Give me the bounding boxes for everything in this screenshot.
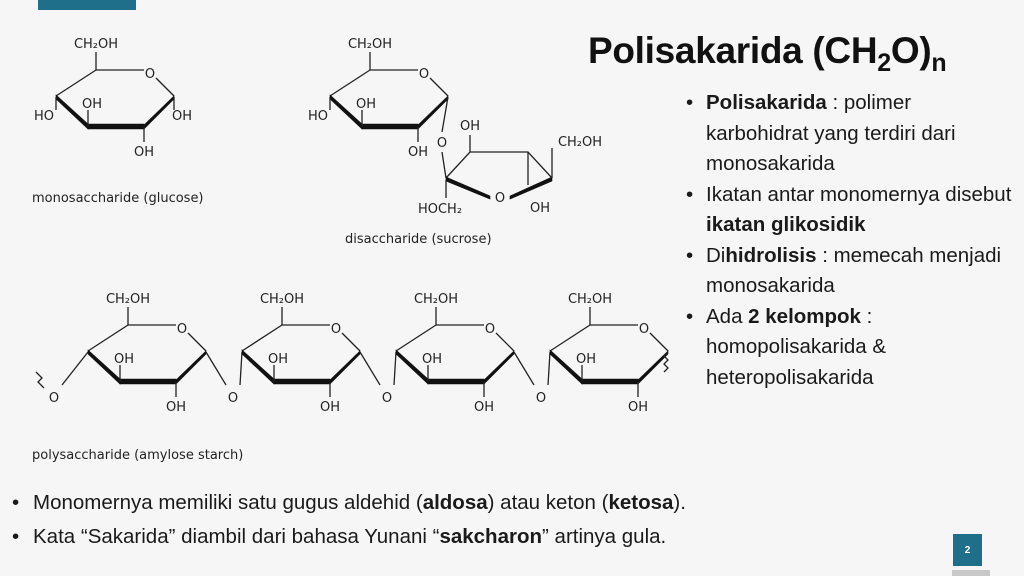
bottom-accent-stub [952, 570, 990, 576]
oh-label: OH [575, 352, 597, 367]
caption-disaccharide: disaccharide (sucrose) [345, 232, 492, 247]
caption-monosaccharide: monosaccharide (glucose) [32, 191, 204, 206]
ring-bond [342, 333, 360, 351]
ring-bond-bold [176, 351, 206, 384]
glycosidic-bond [548, 352, 550, 385]
oh-label: OH [407, 145, 429, 160]
bottom-bullet-list [12, 486, 686, 554]
ring-bond [56, 70, 96, 96]
ring-bond [188, 333, 206, 351]
oh-label: OH [319, 400, 341, 415]
glycosidic-bond [442, 152, 446, 178]
ring-bond-bold [330, 351, 360, 384]
ring-oxygen: O [418, 67, 430, 82]
ring-oxygen: O [638, 322, 650, 337]
oh-label: OH [421, 352, 443, 367]
ch2oh-label: CH₂OH [73, 37, 119, 52]
glycosidic-bond [360, 352, 380, 385]
glycosidic-oxygen: O [436, 136, 448, 151]
ring-bond-bold [88, 124, 144, 129]
ring-bond-bold [362, 124, 418, 129]
glycosidic-bond [206, 352, 226, 385]
glycosidic-oxygen: O [227, 391, 239, 406]
glycosidic-oxygen: O [535, 391, 547, 406]
bullet-hidrolisis: • Dihidrolisis : memecah menjadi monosakarida [684, 241, 1014, 302]
furanose-ring [446, 152, 552, 178]
furanose-oxygen: O [494, 191, 506, 206]
ring-oxygen: O [176, 322, 188, 337]
glycosidic-bond [62, 352, 88, 385]
bullet-sakarida: • Kata “Sakarida” diambil dari bahasa Yunani “sakcharon” artinya gula. [12, 520, 686, 554]
ch2oh-label: CH₂OH [567, 292, 613, 307]
oh-label: OH [355, 97, 377, 112]
bullet-ikatan: • Ikatan antar monomernya disebut ikatan glikosidik [684, 180, 1014, 241]
ch2oh-label: CH₂OH [347, 37, 393, 52]
oh-label: OH [267, 352, 289, 367]
ring-bond [396, 325, 436, 351]
oh-label: OH [473, 400, 495, 415]
ch2oh-label: CH₂OH [413, 292, 459, 307]
ring-bond [650, 333, 668, 351]
ring-bond [156, 78, 174, 96]
bullet-polisakarida: • Polisakarida : polimer karbohidrat yang terdiri dari monosakarida [684, 88, 1014, 180]
glycosidic-oxygen: O [381, 391, 393, 406]
ring-bond-bold [582, 379, 638, 384]
oh-label: OH [627, 400, 649, 415]
ring-bond [88, 325, 128, 351]
oh-label: OH [171, 109, 193, 124]
ring-bond [242, 325, 282, 351]
ch2oh-label: CH₂OH [557, 135, 603, 150]
oh-label: OH [459, 119, 481, 134]
ho-label: HO [33, 109, 55, 124]
chain-continuation-mark [36, 372, 44, 388]
glycosidic-bond [394, 352, 396, 385]
furanose-bond-bold [510, 177, 552, 199]
glycosidic-bond [240, 352, 242, 385]
bullet-kelompok: • Ada 2 kelompok : homopolisakarida & heteropolisakarida [684, 302, 1014, 394]
page-number: 2 [953, 534, 982, 566]
glycosidic-bond [514, 352, 534, 385]
ring-bond [550, 325, 590, 351]
ch2oh-label: CH₂OH [259, 292, 305, 307]
oh-label: OH [529, 201, 551, 216]
slide-title: Polisakarida $(CH_2O)_n$ [588, 30, 947, 77]
ring-oxygen: O [330, 322, 342, 337]
ring-bond-bold [428, 379, 484, 384]
hoch2-label: HOCH₂ [417, 202, 463, 217]
terminal-oxygen: O [48, 391, 60, 406]
right-bullet-list [684, 88, 1014, 393]
ch2oh-label: CH₂OH [105, 292, 151, 307]
oh-label: OH [165, 400, 187, 415]
oh-label: OH [133, 145, 155, 160]
ring-bond [330, 70, 370, 96]
bullet-monomer: • Monomernya memiliki satu gugus aldehid (aldosa) atau keton (ketosa). [12, 486, 686, 520]
ring-bond-bold [120, 379, 176, 384]
furanose-bond-bold [446, 177, 490, 199]
ho-label: HO [307, 109, 329, 124]
ring-bond-bold [274, 379, 330, 384]
ring-oxygen: O [484, 322, 496, 337]
ring-oxygen: O [144, 67, 156, 82]
oh-label: OH [81, 97, 103, 112]
ring-bond [496, 333, 514, 351]
ring-bond-bold [484, 351, 514, 384]
ring-bond-bold [144, 96, 174, 129]
caption-polysaccharide: polysaccharide (amylose starch) [32, 448, 244, 463]
oh-label: OH [113, 352, 135, 367]
ring-bond [430, 78, 448, 96]
